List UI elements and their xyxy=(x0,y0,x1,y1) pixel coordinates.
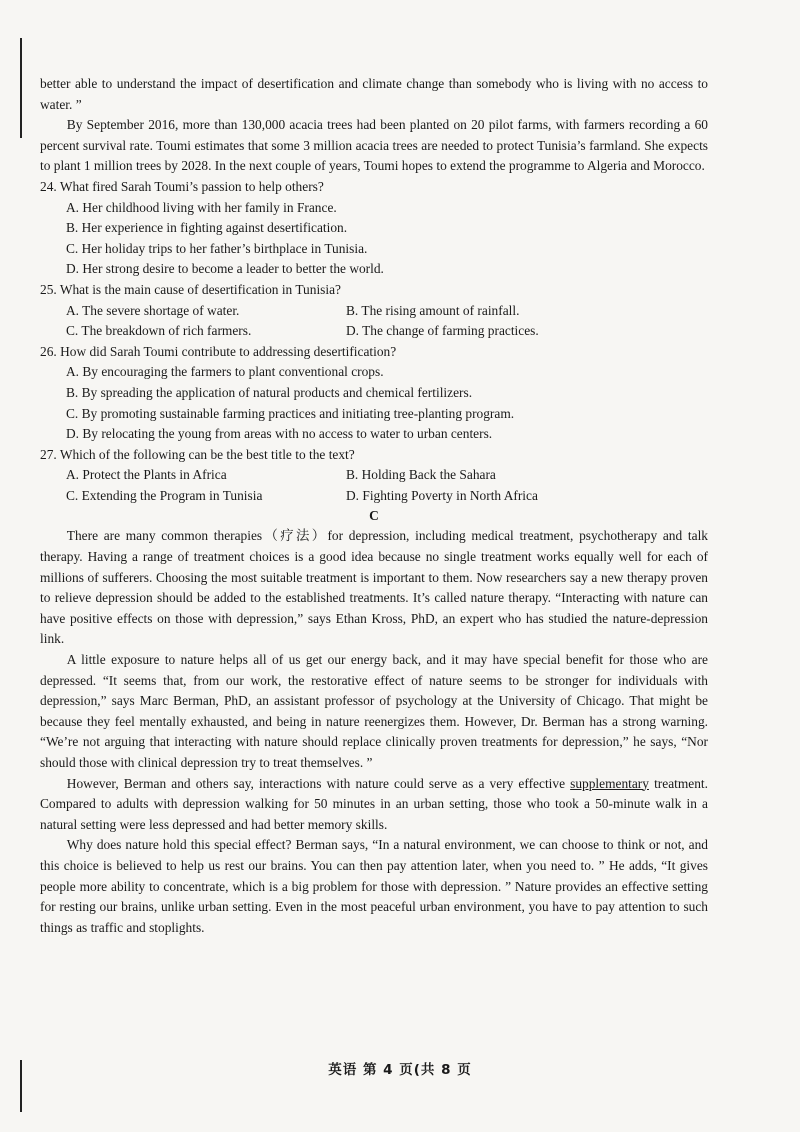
passage-c-paragraph-1: There are many common therapies（疗法）for depression, including medical treatment, psychotherapy and talk therapy. Having a range of treatment choices is a good idea because no single treatment works equally well for each of millions of sufferers. Choosing the most suitable treatment is important to them. Now researchers say a new therapy proven to relieve depression should be added to the established treatments. It’s called nature therapy. “Interacting with nature can have positive effects on those with depression,” says Ethan Kross, PhD, an expert who has studied the nature-depression link. xyxy=(40,528,708,647)
q24-option-b: B. Her experience in fighting against desertification. xyxy=(66,220,348,236)
q24-option-a: A. Her childhood living with her family in France. xyxy=(66,199,337,215)
q27-option-c: C. Extending the Program in Tunisia xyxy=(66,487,263,503)
q27-options-row-2 xyxy=(66,486,708,507)
page-footer: 英语 第 4 页(共 8 页 xyxy=(328,1062,472,1078)
passage-c-paragraph-2: A little exposure to nature helps all of us get our energy back, and it may have special benefit for those who are depressed. “It seems that, from our work, the restorative effect of nature seems to be stronger for individuals with depression,” says Marc Berman, PhD, an assistant professor of psychology at the University of Chicago. That might be because they feel mentally exhausted, and being in nature reenergizes them. However, Dr. Berman has a strong warning. “We’re not arguing that interacting with nature should replace clinically proven treatments for depression,” he says, “Nor should those with clinical depression try to treat themselves. ” xyxy=(40,652,708,770)
q25-options-row-2 xyxy=(66,321,708,342)
document-page xyxy=(40,74,708,938)
passage-c-paragraph-3 xyxy=(40,774,708,836)
q25-options-row-1 xyxy=(66,301,708,322)
q26-option-d: D. By relocating the young from areas with no access to water to urban centers. xyxy=(66,426,493,442)
question-24-stem: 24. What fired Sarah Toumi’s passion to help others? xyxy=(40,178,324,194)
q24-option-c: C. Her holiday trips to her father’s birthplace in Tunisia. xyxy=(66,240,368,256)
margin-rule-top xyxy=(20,38,22,138)
passage-b-continuation: better able to understand the impact of desertification and climate change than somebody who is living with no access to water. ” xyxy=(40,76,708,112)
p3-text-b: treatment. Compared to adults with depression walking for 50 minutes in an urban setting, those who took a 50-minute walk in a natural setting were less depressed and had better memory skills. xyxy=(40,775,708,832)
passage-b-last-paragraph: By September 2016, more than 130,000 acacia trees had been planted on 20 pilot farms, with farmers recording a 60 percent survival rate. Toumi estimates that some 3 million acacia trees are needed to protect Tunisia’s farmland. She expects to plant 1 million trees by 2028. In the next couple of years, Toumi hopes to extend the programme to Algeria and Morocco. xyxy=(40,117,708,174)
underlined-word-supplementary: supplementary xyxy=(570,775,649,791)
q26-option-c: C. By promoting sustainable farming practices and initiating tree-planting program. xyxy=(66,405,515,421)
q27-option-d: D. Fighting Poverty in North Africa xyxy=(346,487,538,503)
q27-option-a: A. Protect the Plants in Africa xyxy=(66,467,227,483)
q24-option-d: D. Her strong desire to become a leader to better the world. xyxy=(66,261,384,277)
q26-option-a: A. By encouraging the farmers to plant conventional crops. xyxy=(66,364,384,380)
passage-c-paragraph-4: Why does nature hold this special effect? Berman says, “In a natural environment, we can choose to think or not, and this choice is believed to help us rest our brains. You can then pay attention later, when you need to. ” He adds, “It gives people more ability to concentrate, which is a big problem for those with depression. ” Nature provides an effective setting for resting our brains, unlike urban setting. Even in the most peaceful urban environment, you have to pay attention to such things as traffic and stoplights. xyxy=(40,837,708,935)
q27-options-row-1 xyxy=(66,465,708,486)
section-c-label: C xyxy=(369,508,379,524)
question-26-stem: 26. How did Sarah Toumi contribute to addressing desertification? xyxy=(40,343,397,359)
q25-option-b: B. The rising amount of rainfall. xyxy=(346,302,520,318)
q26-option-b: B. By spreading the application of natural products and chemical fertilizers. xyxy=(66,384,473,400)
q27-option-b: B. Holding Back the Sahara xyxy=(346,467,496,483)
question-25-stem: 25. What is the main cause of desertification in Tunisia? xyxy=(40,281,341,297)
q25-option-d: D. The change of farming practices. xyxy=(346,323,539,339)
p3-text-a: However, Berman and others say, interactions with nature could serve as a very effective xyxy=(66,775,571,791)
q25-option-a: A. The severe shortage of water. xyxy=(66,302,240,318)
question-27-stem: 27. Which of the following can be the best title to the text? xyxy=(40,446,355,462)
q25-option-c: C. The breakdown of rich farmers. xyxy=(66,323,252,339)
